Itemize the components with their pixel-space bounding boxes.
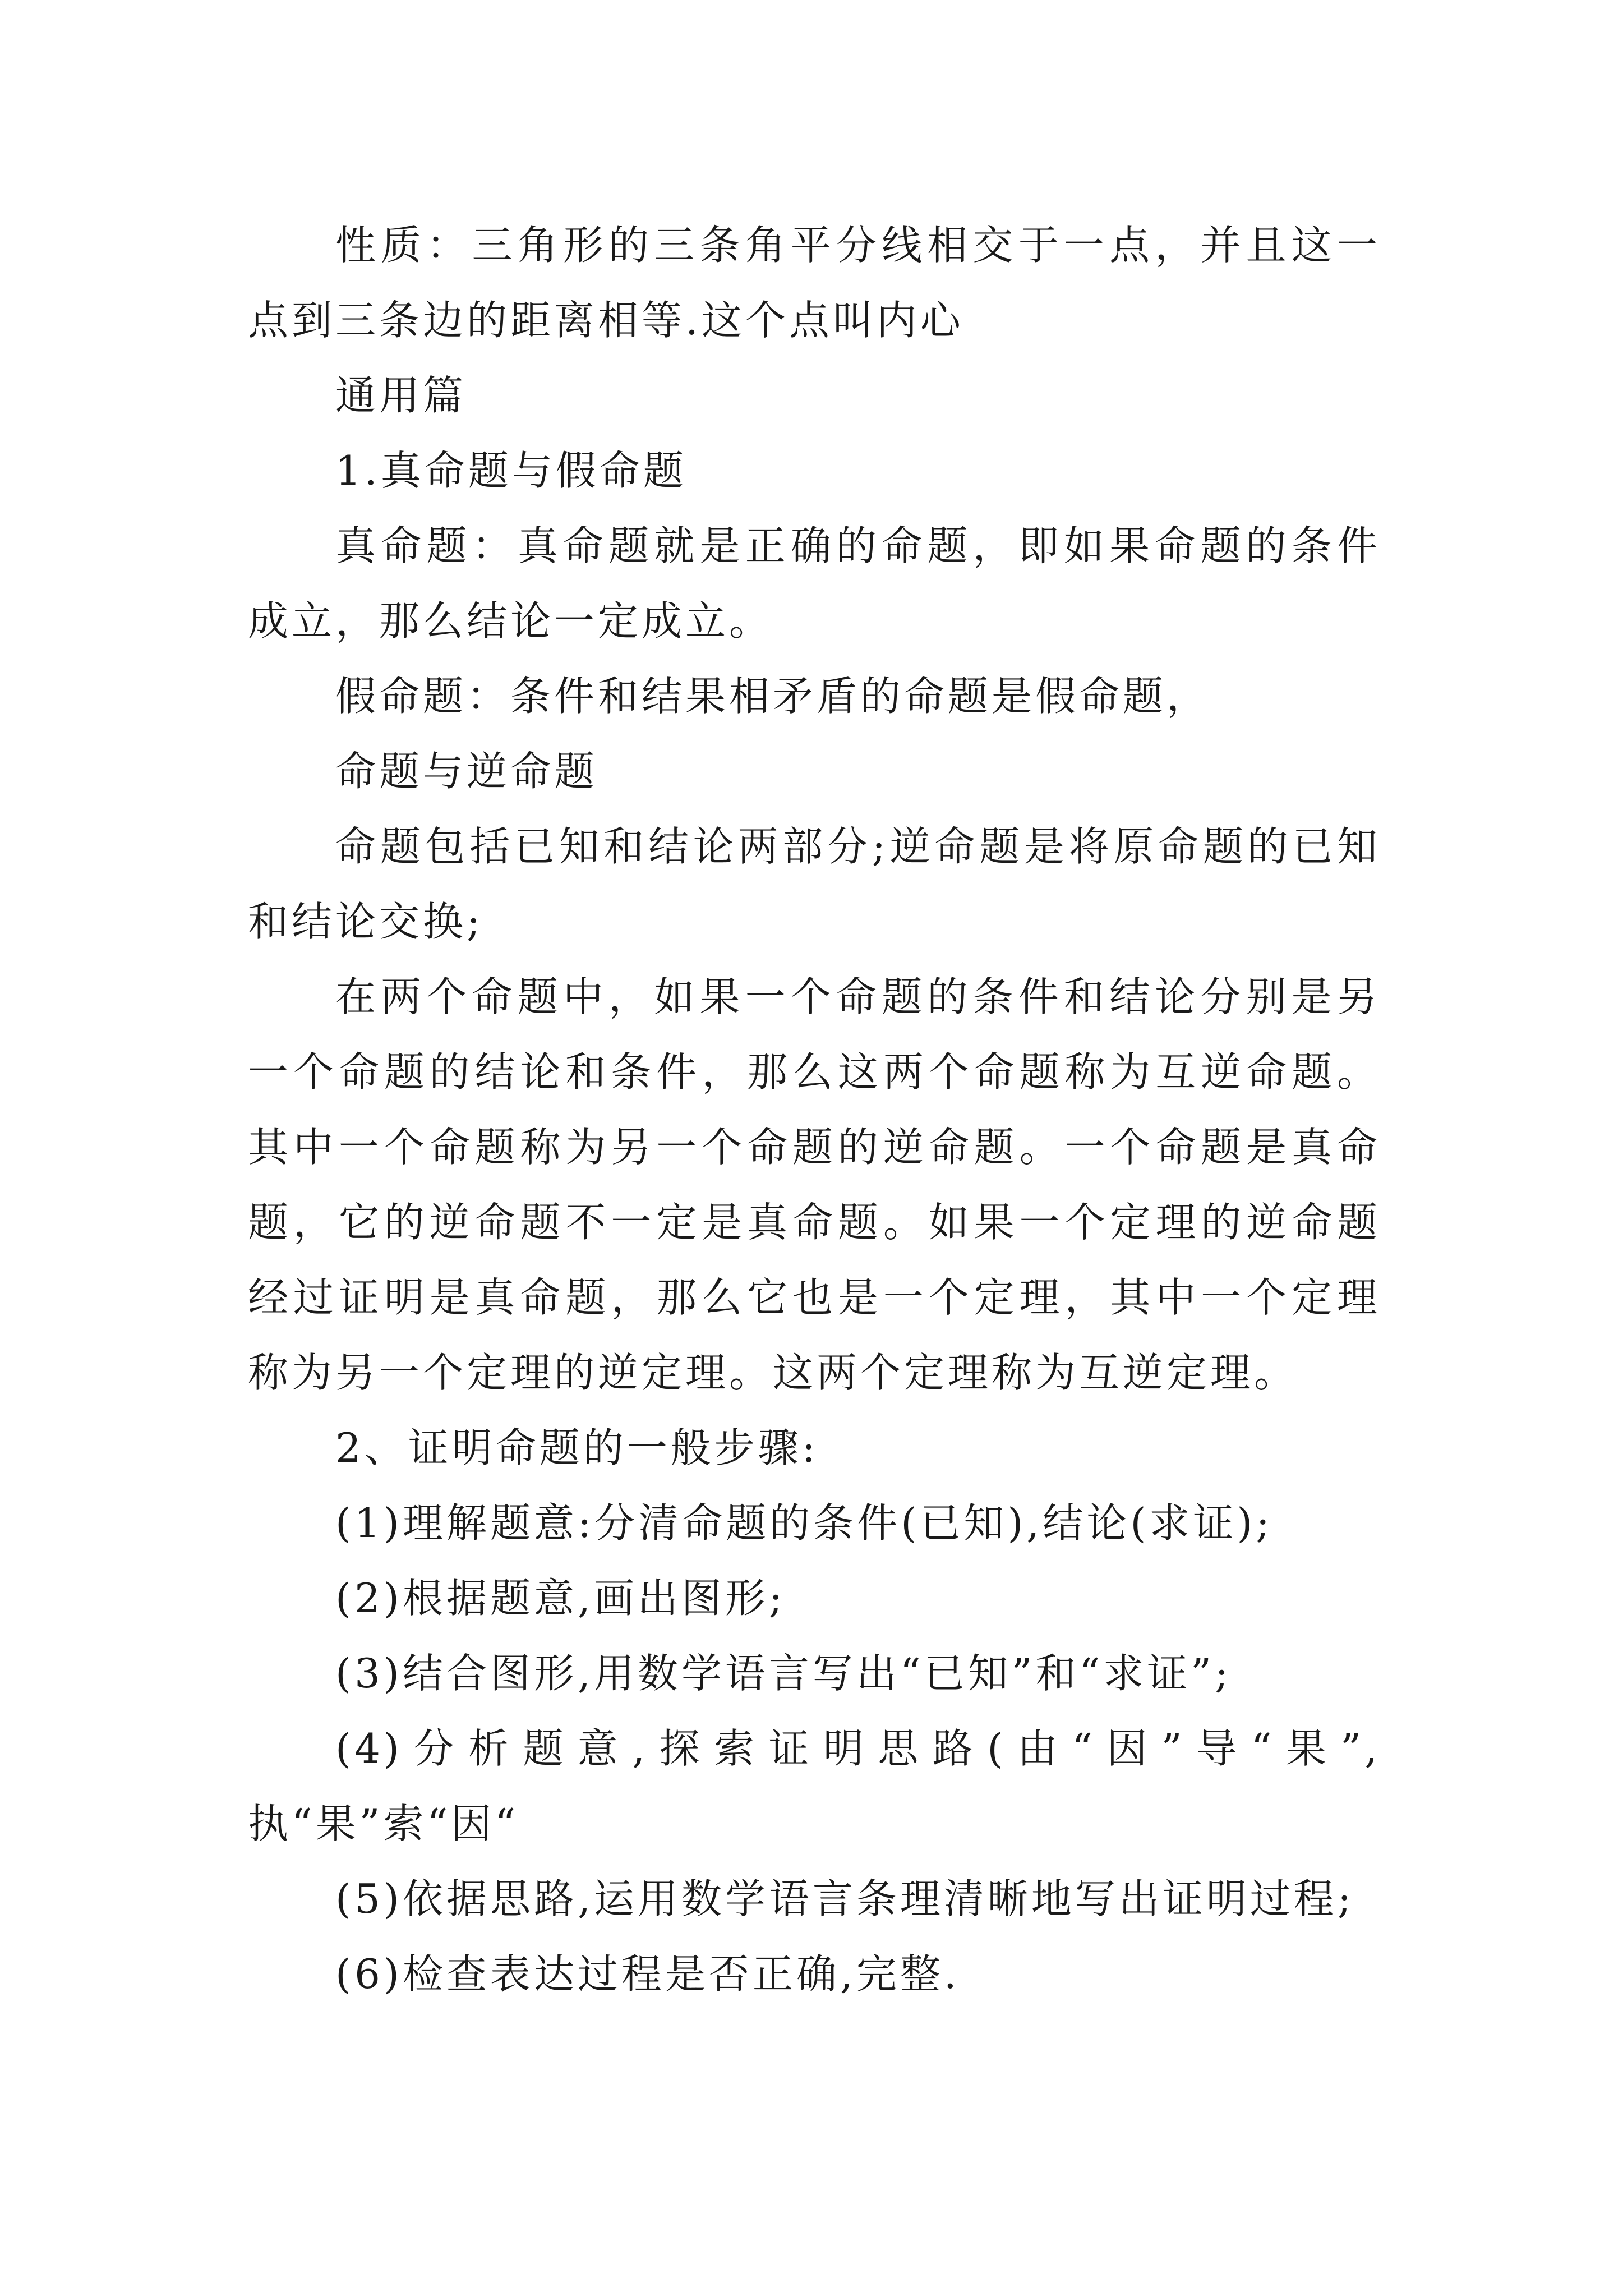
- paragraph-converse-theorems: 在两个命题中，如果一个命题的条件和结论分别是另一个命题的结论和条件，那么这两个命题称为互逆命题。其中一个命题称为另一个命题的逆命题。一个命题是真命题，它的逆命题不一定是真命题。如果一个定理的逆命题经过证明是真命题，那么它也是一个定理，其中一个定理称为另一个定理的逆定理。这两个定理称为互逆定理。: [248, 973, 1381, 1396]
- heading-proof-steps: 2、证明命题的一般步骤:: [335, 1424, 819, 1471]
- paragraph-false-proposition: 假命题：条件和结果相矛盾的命题是假命题，: [335, 673, 1211, 720]
- document-body: [248, 208, 1381, 2012]
- proof-step-4: (4)分析题意,探索证明思路(由“因”导“果”,执“果”索“因“: [248, 1725, 1381, 1847]
- paragraph-proposition-parts: 命题包括已知和结论两部分;逆命题是将原命题的已知和结论交换;: [248, 823, 1381, 945]
- proof-step-3: (3)结合图形,用数学语言写出“已知”和“求证”;: [335, 1650, 1232, 1697]
- heading-converse-proposition: 命题与逆命题: [335, 748, 598, 795]
- proof-step-6: (6)检查表达过程是否正确,完整.: [335, 1950, 960, 1998]
- heading-true-false-propositions: 1.真命题与假命题: [335, 447, 687, 494]
- proof-step-1: (1)理解题意:分清命题的条件(已知),结论(求证);: [335, 1499, 1273, 1547]
- proof-step-5: (5)依据思路,运用数学语言条理清晰地写出证明过程;: [335, 1875, 1355, 1922]
- proof-step-2: (2)根据题意,画出图形;: [335, 1575, 786, 1622]
- paragraph-true-proposition: 真命题：真命题就是正确的命题，即如果命题的条件成立，那么结论一定成立。: [248, 522, 1381, 645]
- section-heading-general: 通用篇: [335, 372, 467, 419]
- paragraph-incenter-property: 性质：三角形的三条角平分线相交于一点，并且这一点到三条边的距离相等.这个点叫内心: [248, 222, 1381, 344]
